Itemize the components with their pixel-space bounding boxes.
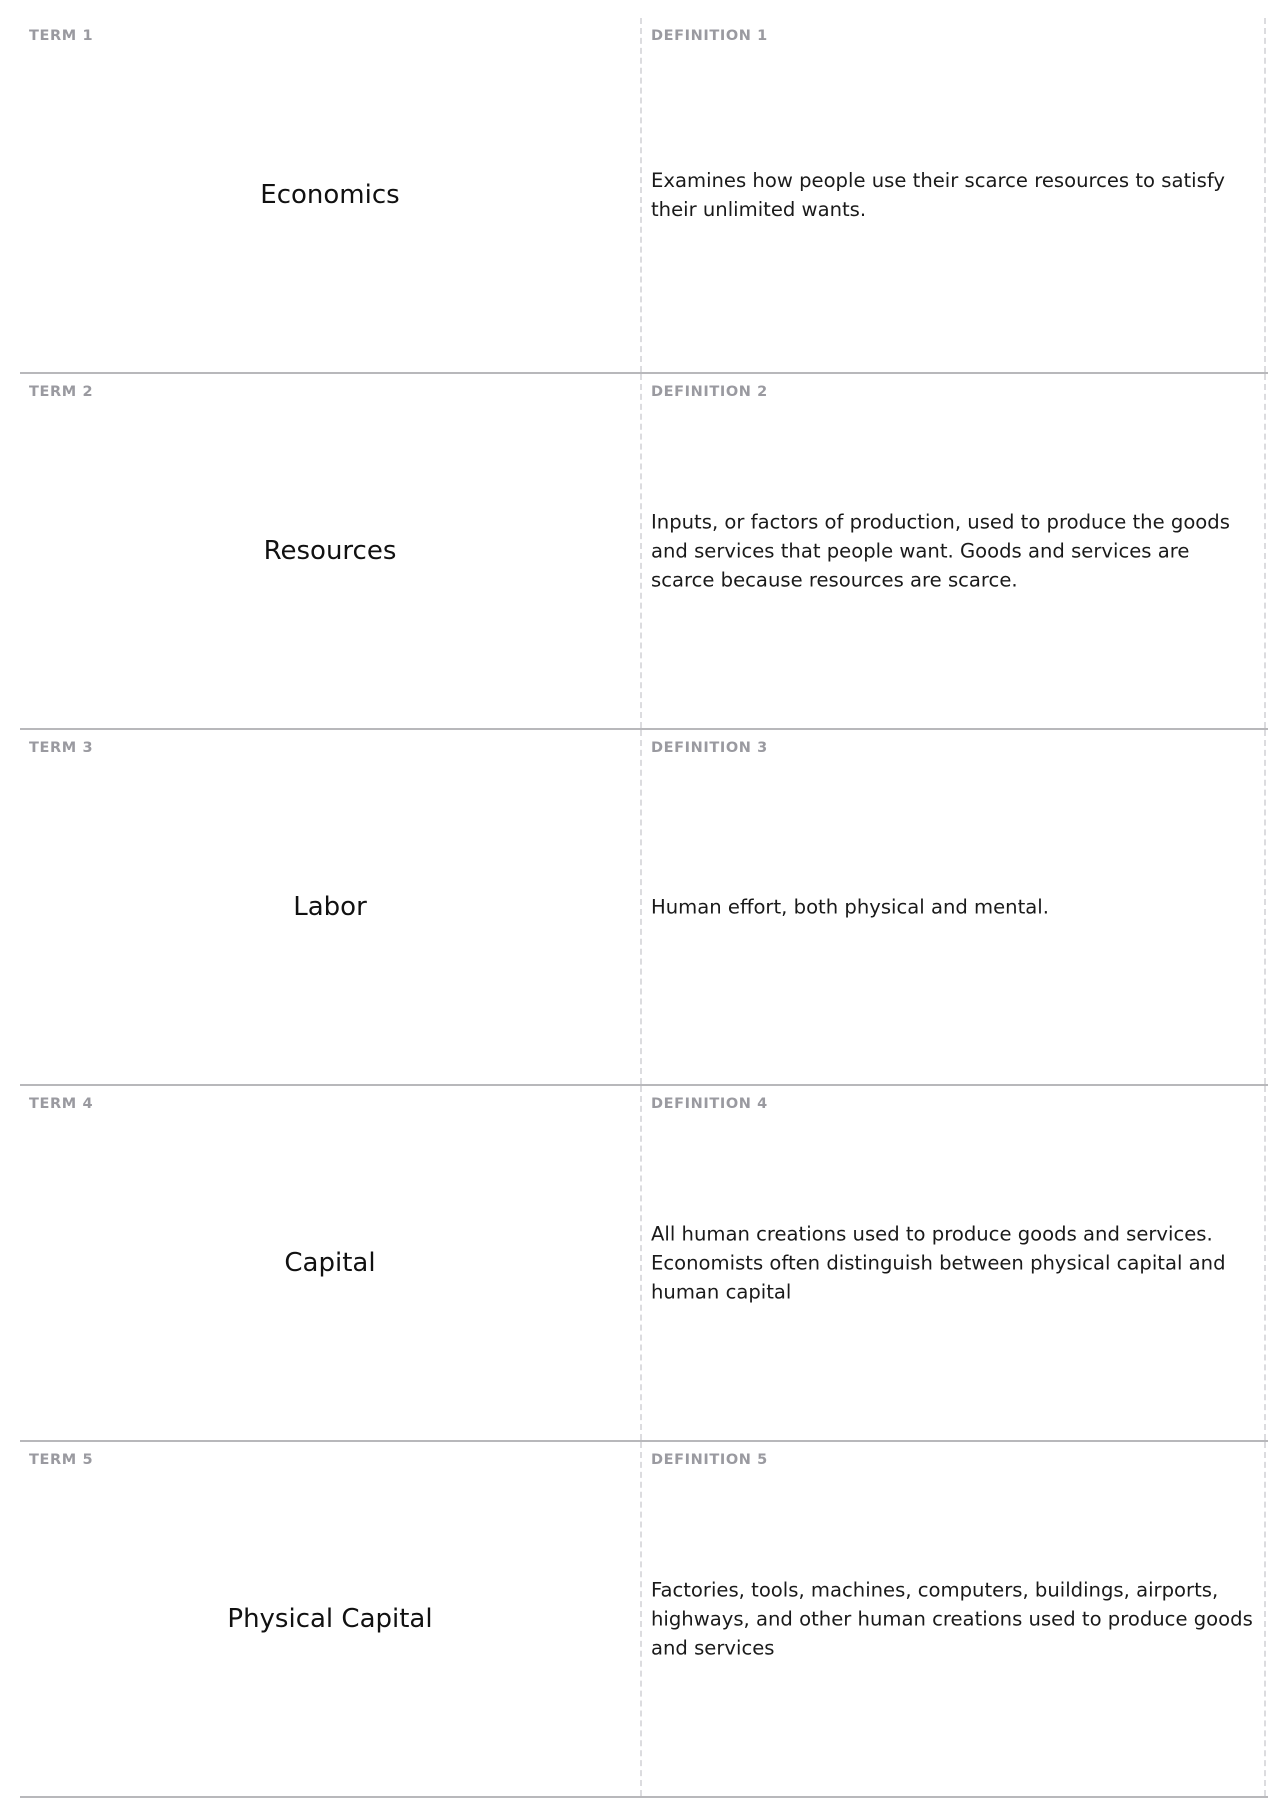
definition-text: Inputs, or factors of production, used to produce the goods and services that people want. Goods and services are scarce because resources are scarce. <box>651 510 1230 592</box>
term-text: Labor <box>293 892 367 922</box>
term-text: Resources <box>263 536 397 566</box>
term-cell <box>20 374 642 728</box>
term-label: TERM 4 <box>29 1096 94 1112</box>
definition-label: DEFINITION 2 <box>651 384 768 400</box>
term-cell <box>20 1442 642 1796</box>
definition-label: DEFINITION 4 <box>651 1096 768 1112</box>
definition-label: DEFINITION 1 <box>651 28 768 44</box>
definition-text: All human creations used to produce goods and services. Economists often distinguish between physical capital and human capital <box>651 1222 1226 1304</box>
flashcard-row <box>20 1086 1268 1442</box>
definition-text: Human effort, both physical and mental. <box>651 895 1049 919</box>
term-cell <box>20 730 642 1084</box>
flashcard-row <box>20 730 1268 1086</box>
definition-label: DEFINITION 3 <box>651 740 768 756</box>
term-label: TERM 3 <box>29 740 94 756</box>
definition-cell <box>642 1086 1266 1440</box>
term-text: Economics <box>260 180 400 210</box>
flashcard-row <box>20 374 1268 730</box>
term-cell <box>20 18 642 372</box>
flashcard-row <box>20 18 1268 374</box>
term-text: Physical Capital <box>227 1604 433 1634</box>
term-label: TERM 5 <box>29 1452 94 1468</box>
term-cell <box>20 1086 642 1440</box>
definition-cell <box>642 18 1266 372</box>
definition-label: DEFINITION 5 <box>651 1452 768 1468</box>
term-text: Capital <box>284 1248 376 1278</box>
definition-cell <box>642 1442 1266 1796</box>
term-label: TERM 1 <box>29 28 94 44</box>
definition-text: Factories, tools, machines, computers, buildings, airports, highways, and other human creations used to produce goods and services <box>651 1578 1253 1660</box>
flashcard-sheet <box>20 18 1268 1798</box>
term-label: TERM 2 <box>29 384 94 400</box>
definition-cell <box>642 374 1266 728</box>
definition-text: Examines how people use their scarce resources to satisfy their unlimited wants. <box>651 169 1225 221</box>
flashcard-row <box>20 1442 1268 1798</box>
definition-cell <box>642 730 1266 1084</box>
